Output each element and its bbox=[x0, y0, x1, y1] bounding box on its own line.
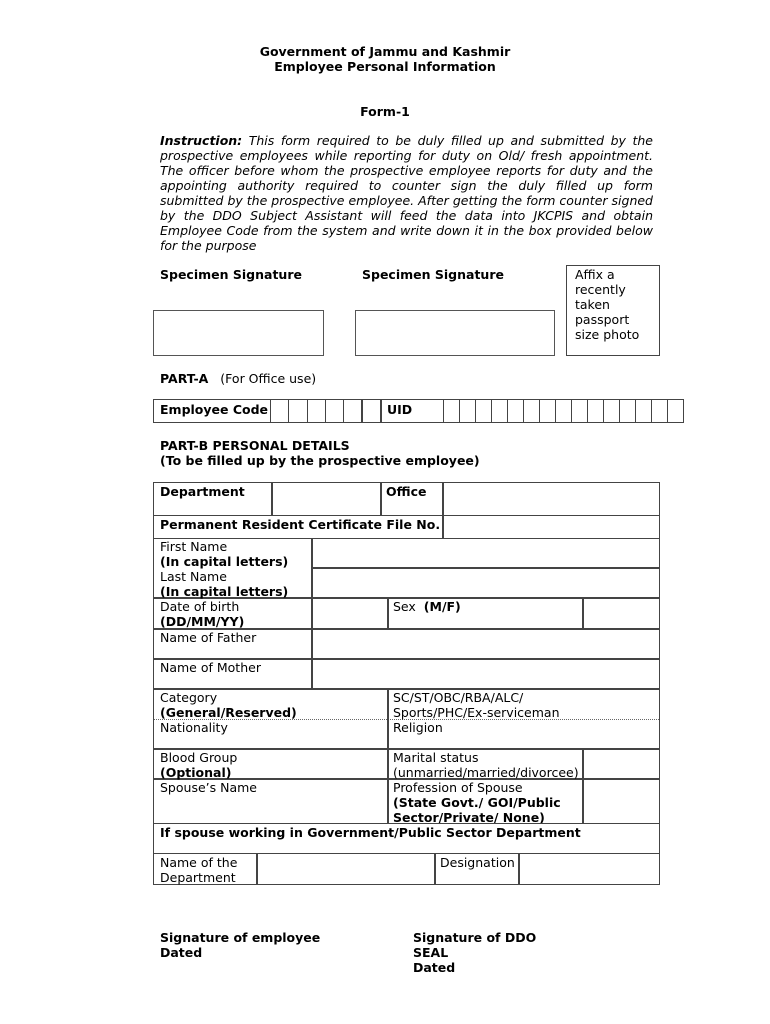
employee-dated-label: Dated bbox=[160, 945, 203, 960]
marital-label bbox=[393, 750, 579, 780]
dob-text: Date of birth bbox=[160, 599, 240, 614]
blood-group-text: Blood Group bbox=[160, 750, 238, 765]
digit-box[interactable] bbox=[325, 399, 344, 423]
mother-label: Name of Mother bbox=[160, 660, 261, 675]
spouse-profession-text: Profession of Spouse bbox=[393, 780, 523, 795]
specimen-signature-box-1[interactable] bbox=[153, 310, 324, 356]
first-name-note: (In capital letters) bbox=[160, 554, 289, 569]
spouse-name-label: Spouse’s Name bbox=[160, 780, 257, 795]
digit-box[interactable] bbox=[571, 399, 588, 423]
blood-group-note: (Optional) bbox=[160, 765, 232, 780]
photo-box[interactable] bbox=[566, 265, 660, 356]
category-options-line1: SC/ST/OBC/RBA/ALC/ bbox=[393, 690, 524, 705]
marital-input[interactable] bbox=[584, 750, 658, 777]
prc-input[interactable] bbox=[444, 517, 658, 537]
form-number: Form-1 bbox=[360, 104, 410, 119]
photo-line: Affix a bbox=[575, 267, 615, 282]
nationality-label: Nationality bbox=[160, 720, 228, 735]
last-name-note: (In capital letters) bbox=[160, 584, 289, 599]
department-input[interactable] bbox=[273, 484, 379, 514]
specimen-signature-label-1: Specimen Signature bbox=[160, 267, 302, 282]
prc-label: Permanent Resident Certificate File No. bbox=[160, 517, 441, 532]
photo-line: size photo bbox=[575, 327, 640, 342]
digit-box[interactable] bbox=[507, 399, 524, 423]
sex-note: (M/F) bbox=[423, 599, 461, 614]
photo-line: taken bbox=[575, 297, 610, 312]
digit-box[interactable] bbox=[443, 399, 460, 423]
digit-box[interactable] bbox=[343, 399, 362, 423]
dept-name-label bbox=[160, 855, 237, 885]
digit-box[interactable] bbox=[491, 399, 508, 423]
divider bbox=[387, 688, 389, 824]
sex-label bbox=[393, 599, 461, 614]
spouse-profession-note1: (State Govt./ GOI/Public bbox=[393, 795, 561, 810]
part-a-heading bbox=[160, 371, 316, 386]
dob-input[interactable] bbox=[313, 599, 386, 627]
designation-input[interactable] bbox=[520, 855, 658, 883]
office-label: Office bbox=[386, 484, 427, 499]
ddo-seal-label: SEAL bbox=[413, 945, 449, 960]
last-name-input[interactable] bbox=[313, 569, 658, 596]
mother-input[interactable] bbox=[313, 660, 658, 687]
dob-note: (DD/MM/YY) bbox=[160, 614, 245, 629]
header-line2: Employee Personal Information bbox=[274, 59, 496, 74]
spouse-profession-note2: Sector/Private/ None) bbox=[393, 810, 545, 825]
employee-signature-label: Signature of employee bbox=[160, 930, 321, 945]
dob-label bbox=[160, 599, 244, 629]
employee-signature-block bbox=[160, 930, 320, 960]
first-name-text: First Name bbox=[160, 539, 228, 554]
digit-box[interactable] bbox=[635, 399, 652, 423]
digit-box[interactable] bbox=[651, 399, 668, 423]
dept-name-input[interactable] bbox=[258, 855, 433, 883]
part-a-subtitle: (For Office use) bbox=[220, 371, 317, 386]
part-b-subtitle: (To be filled up by the prospective employee) bbox=[160, 453, 480, 468]
digit-box[interactable] bbox=[603, 399, 620, 423]
sex-text: Sex bbox=[393, 599, 416, 614]
part-b-title: PART-B PERSONAL DETAILS bbox=[160, 438, 350, 453]
digit-box[interactable] bbox=[667, 399, 684, 423]
instruction-lead: Instruction: bbox=[160, 133, 243, 148]
digit-box[interactable] bbox=[619, 399, 636, 423]
photo-line: recently bbox=[575, 282, 626, 297]
digit-box[interactable] bbox=[539, 399, 556, 423]
father-label: Name of Father bbox=[160, 630, 257, 645]
digit-box[interactable] bbox=[523, 399, 540, 423]
spouse-profession-label bbox=[393, 780, 561, 825]
divider bbox=[387, 597, 389, 628]
uid-divider bbox=[380, 399, 382, 423]
department-label: Department bbox=[160, 484, 245, 499]
sex-input[interactable] bbox=[584, 599, 658, 627]
last-name-label bbox=[160, 569, 288, 599]
ddo-signature-label: Signature of DDO bbox=[413, 930, 537, 945]
specimen-signature-label-2: Specimen Signature bbox=[362, 267, 504, 282]
ddo-signature-block bbox=[413, 930, 536, 975]
part-a-title: PART-A bbox=[160, 371, 209, 386]
specimen-signature-box-2[interactable] bbox=[355, 310, 555, 356]
digit-box[interactable] bbox=[475, 399, 492, 423]
first-name-label bbox=[160, 539, 288, 569]
spouse-profession-input[interactable] bbox=[584, 780, 658, 822]
header-title bbox=[0, 44, 770, 74]
category-label bbox=[160, 690, 297, 720]
category-options bbox=[393, 690, 560, 720]
digit-box[interactable] bbox=[270, 399, 289, 423]
digit-box[interactable] bbox=[459, 399, 476, 423]
category-text: Category bbox=[160, 690, 218, 705]
category-options-line2: Sports/PHC/Ex-serviceman bbox=[393, 705, 560, 720]
photo-line: passport bbox=[575, 312, 630, 327]
spouse-name-input[interactable] bbox=[313, 780, 386, 822]
dept-name-line1: Name of the bbox=[160, 855, 238, 870]
uid-label: UID bbox=[387, 402, 413, 417]
digit-box[interactable] bbox=[307, 399, 326, 423]
dept-name-line2: Department bbox=[160, 870, 236, 885]
father-input[interactable] bbox=[313, 630, 658, 657]
digit-box[interactable] bbox=[587, 399, 604, 423]
last-name-text: Last Name bbox=[160, 569, 227, 584]
divider bbox=[380, 482, 382, 516]
ddo-dated-label: Dated bbox=[413, 960, 456, 975]
digit-box[interactable] bbox=[362, 399, 381, 423]
category-note: (General/Reserved) bbox=[160, 705, 297, 720]
divider bbox=[434, 853, 436, 885]
spouse-working-label: If spouse working in Government/Public Sector Department bbox=[160, 825, 581, 840]
digit-box[interactable] bbox=[555, 399, 572, 423]
instruction-paragraph bbox=[160, 133, 653, 253]
marital-text: Marital status bbox=[393, 750, 479, 765]
first-name-input[interactable] bbox=[313, 540, 658, 566]
digit-box[interactable] bbox=[288, 399, 307, 423]
religion-label: Religion bbox=[393, 720, 443, 735]
designation-label: Designation bbox=[440, 855, 515, 870]
header-line1: Government of Jammu and Kashmir bbox=[259, 44, 511, 59]
part-b-heading bbox=[160, 438, 480, 468]
blood-group-label bbox=[160, 750, 237, 780]
marital-note: (unmarried/married/divorcee) bbox=[393, 765, 579, 780]
employee-code-label: Employee Code bbox=[160, 402, 269, 417]
instruction-text: This form required to be duly filled up and submitted by the prospective employees while reporting for duty on Old/ fresh appointment. The officer before whom the prospective employee reports for duty and the appointing authority required to counter sign the duly filled up form submitted by the prospective employee. After getting the form counter signed by the DDO Subject Assistant will feed the data into JKCPIS and obtain Employee Code from the system and write down it in the box provided below for the purpose bbox=[160, 133, 653, 253]
office-input[interactable] bbox=[444, 484, 658, 514]
